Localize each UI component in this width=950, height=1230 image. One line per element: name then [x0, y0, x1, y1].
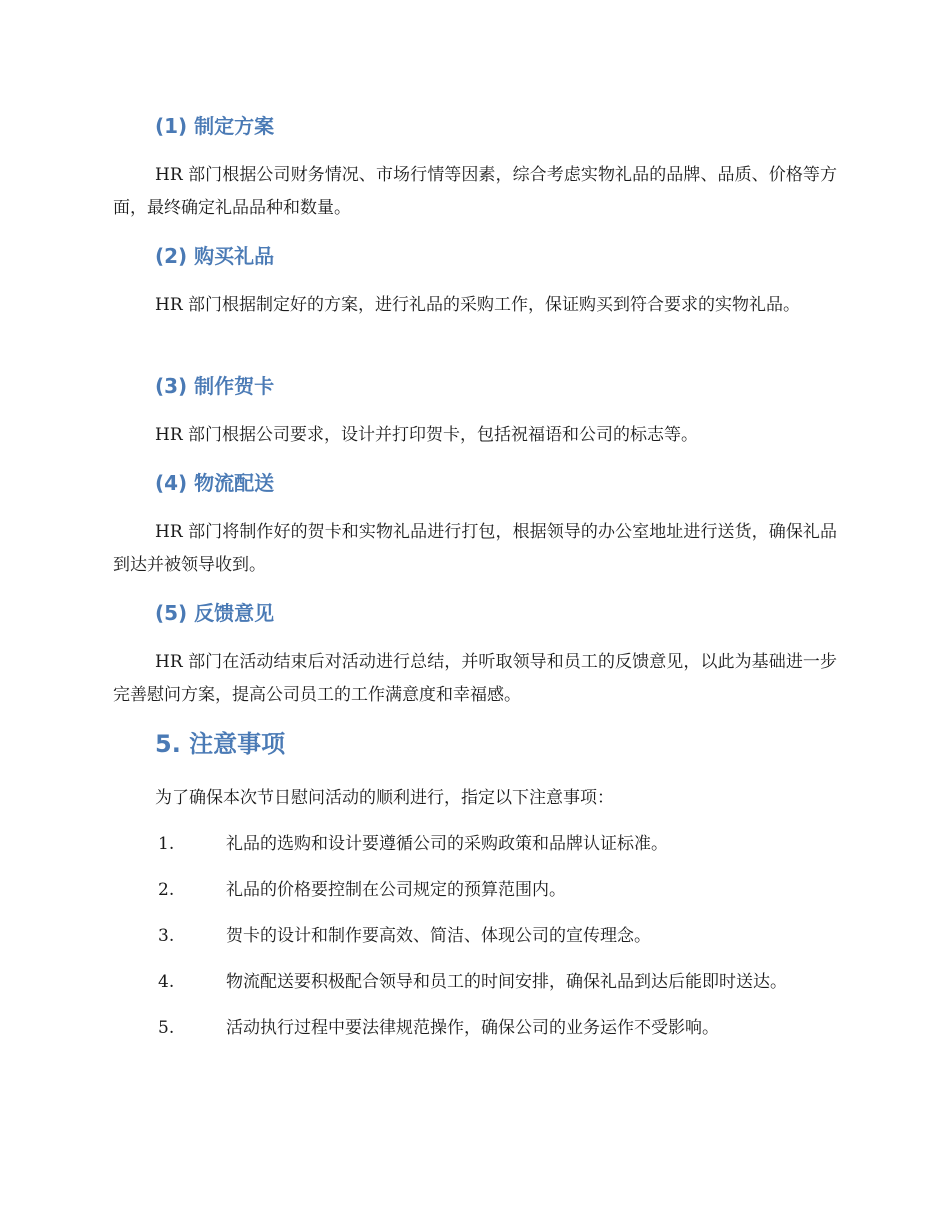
- list-item-number: 3.: [158, 926, 175, 946]
- list-item-number: 4.: [158, 972, 175, 992]
- notes-heading: 5. 注意事项: [155, 730, 286, 758]
- section-body-4: HR 部门将制作好的贺卡和实物礼品进行打包，根据领导的办公室地址进行送货，确保礼品到达并被领导收到。: [113, 522, 837, 575]
- section-body-5: HR 部门在活动结束后对活动进行总结，并听取领导和员工的反馈意见，以此为基础进一步完善慰问方案，提高公司员工的工作满意度和幸福感。: [113, 652, 837, 705]
- list-item: [113, 922, 853, 968]
- list-item-text: 礼品的选购和设计要遵循公司的采购政策和品牌认证标准。: [226, 834, 668, 854]
- notes-list: [113, 830, 853, 1060]
- section-heading-5: (5) 反馈意见: [155, 601, 275, 625]
- section-heading-3: (3) 制作贺卡: [155, 374, 275, 398]
- list-item-text: 礼品的价格要控制在公司规定的预算范围内。: [226, 880, 566, 900]
- list-item: [113, 876, 853, 922]
- list-item: [113, 968, 853, 1014]
- list-item-number: 2.: [158, 880, 175, 900]
- section-body-1: HR 部门根据公司财务情况、市场行情等因素，综合考虑实物礼品的品牌、品质、价格等方面，最终确定礼品品种和数量。: [113, 165, 837, 218]
- list-item-text: 贺卡的设计和制作要高效、简洁、体现公司的宣传理念。: [226, 926, 651, 946]
- list-item-text: 物流配送要积极配合领导和员工的时间安排，确保礼品到达后能即时送达。: [226, 972, 787, 992]
- list-item-number: 5.: [158, 1018, 175, 1038]
- list-item: [113, 830, 853, 876]
- notes-intro: 为了确保本次节日慰问活动的顺利进行，指定以下注意事项：: [155, 788, 614, 808]
- section-heading-2: (2) 购买礼品: [155, 244, 275, 268]
- list-item-text: 活动执行过程中要法律规范操作，确保公司的业务运作不受影响。: [226, 1018, 719, 1038]
- list-item-number: 1.: [158, 834, 175, 854]
- section-heading-1: (1) 制定方案: [155, 114, 275, 138]
- section-heading-4: (4) 物流配送: [155, 471, 275, 495]
- section-body-3: HR 部门根据公司要求，设计并打印贺卡，包括祝福语和公司的标志等。: [155, 425, 699, 445]
- list-item: [113, 1014, 853, 1060]
- section-body-2: HR 部门根据制定好的方案，进行礼品的采购工作，保证购买到符合要求的实物礼品。: [155, 295, 801, 315]
